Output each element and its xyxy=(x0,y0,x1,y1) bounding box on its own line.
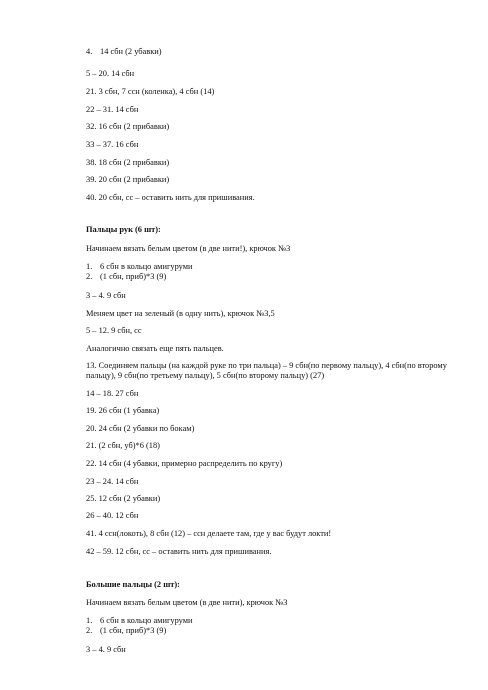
text-line: 3 – 4. 9 сбн xyxy=(86,291,126,300)
text-line: 33 – 37. 16 сбн xyxy=(86,140,139,149)
list-item xyxy=(86,616,193,626)
text-line: 21. (2 сбн, уб)*6 (18) xyxy=(86,441,160,450)
text-line: 13. Соединяем пальцы (на каждой руке по три пальца) – 9 сбн(по первому пальцу), 4 сбн(по второму пальцу), 9 сбн(по третьему пальцу), 5 сбн(по второму пальцу) (27) xyxy=(86,361,447,381)
text-line: Меняем цвет на зеленый (в одну нить), крючок №3,5 xyxy=(86,309,275,318)
text-line: 23 – 24. 14 сбн xyxy=(86,477,139,486)
text-line: Начинаем вязать белым цветом (в две нити), крючок №3 xyxy=(86,598,288,607)
text-line: 40. 20 сбн, сс – оставить нить для пришивания. xyxy=(86,193,255,202)
text-line: Начинаем вязать белым цветом (в две нити!), крючок №3 xyxy=(86,244,291,253)
list-item xyxy=(86,626,166,636)
text-line: 14 – 18. 27 сбн xyxy=(86,389,139,398)
text-line: 25. 12 сбн (2 убавки) xyxy=(86,494,161,503)
text-line: 26 – 40. 12 сбн xyxy=(86,511,139,520)
line-text: 6 сбн в кольцо амигуруми xyxy=(100,262,193,271)
text-line: 3 – 4. 9 сбн xyxy=(86,645,126,654)
line-text: (1 сбн, приб)*3 (9) xyxy=(100,626,167,635)
list-number: 1. xyxy=(86,616,93,625)
list-number: 2. xyxy=(86,272,93,281)
text-line: Аналогично связать еще пять пальцев. xyxy=(86,344,224,353)
list-item xyxy=(86,272,166,282)
line-text: 6 сбн в кольцо амигуруми xyxy=(100,616,193,625)
text-line: 5 – 12. 9 сбн, сс xyxy=(86,326,142,335)
list-number: 4. xyxy=(86,47,93,56)
text-line: 42 – 59. 12 сбн, сс – оставить нить для пришивания. xyxy=(86,547,272,556)
list-item xyxy=(86,47,162,57)
line-text: 14 сбн (2 убавки) xyxy=(100,47,162,56)
section-heading: Пальцы рук (6 шт): xyxy=(86,225,161,234)
text-line: 32. 16 сбн (2 прибавки) xyxy=(86,122,170,131)
text-line: 38. 18 сбн (2 прибавки) xyxy=(86,158,170,167)
text-line: 22 – 31. 14 сбн xyxy=(86,105,139,114)
line-text: (1 сбн, приб)*3 (9) xyxy=(100,272,167,281)
text-line: 22. 14 сбн (4 убавки, примерно распределить по кругу) xyxy=(86,459,283,468)
section-heading: Большие пальцы (2 шт): xyxy=(86,580,180,589)
text-line: 19. 26 сбн (1 убавка) xyxy=(86,406,160,415)
text-line: 20. 24 сбн (2 убавки по бокам) xyxy=(86,424,195,433)
list-number: 1. xyxy=(86,262,93,271)
list-number: 2. xyxy=(86,626,93,635)
text-line: 41. 4 ссн(локоть), 8 сбн (12) – ссн делаете там, где у вас будут локти! xyxy=(86,529,332,538)
list-item xyxy=(86,262,193,272)
text-line: 5 – 20. 14 сбн xyxy=(86,69,135,78)
text-line: 39. 20 сбн (2 прибавки) xyxy=(86,175,170,184)
text-line: 21. 3 сбн, 7 ссн (коленка), 4 сбн (14) xyxy=(86,87,215,96)
